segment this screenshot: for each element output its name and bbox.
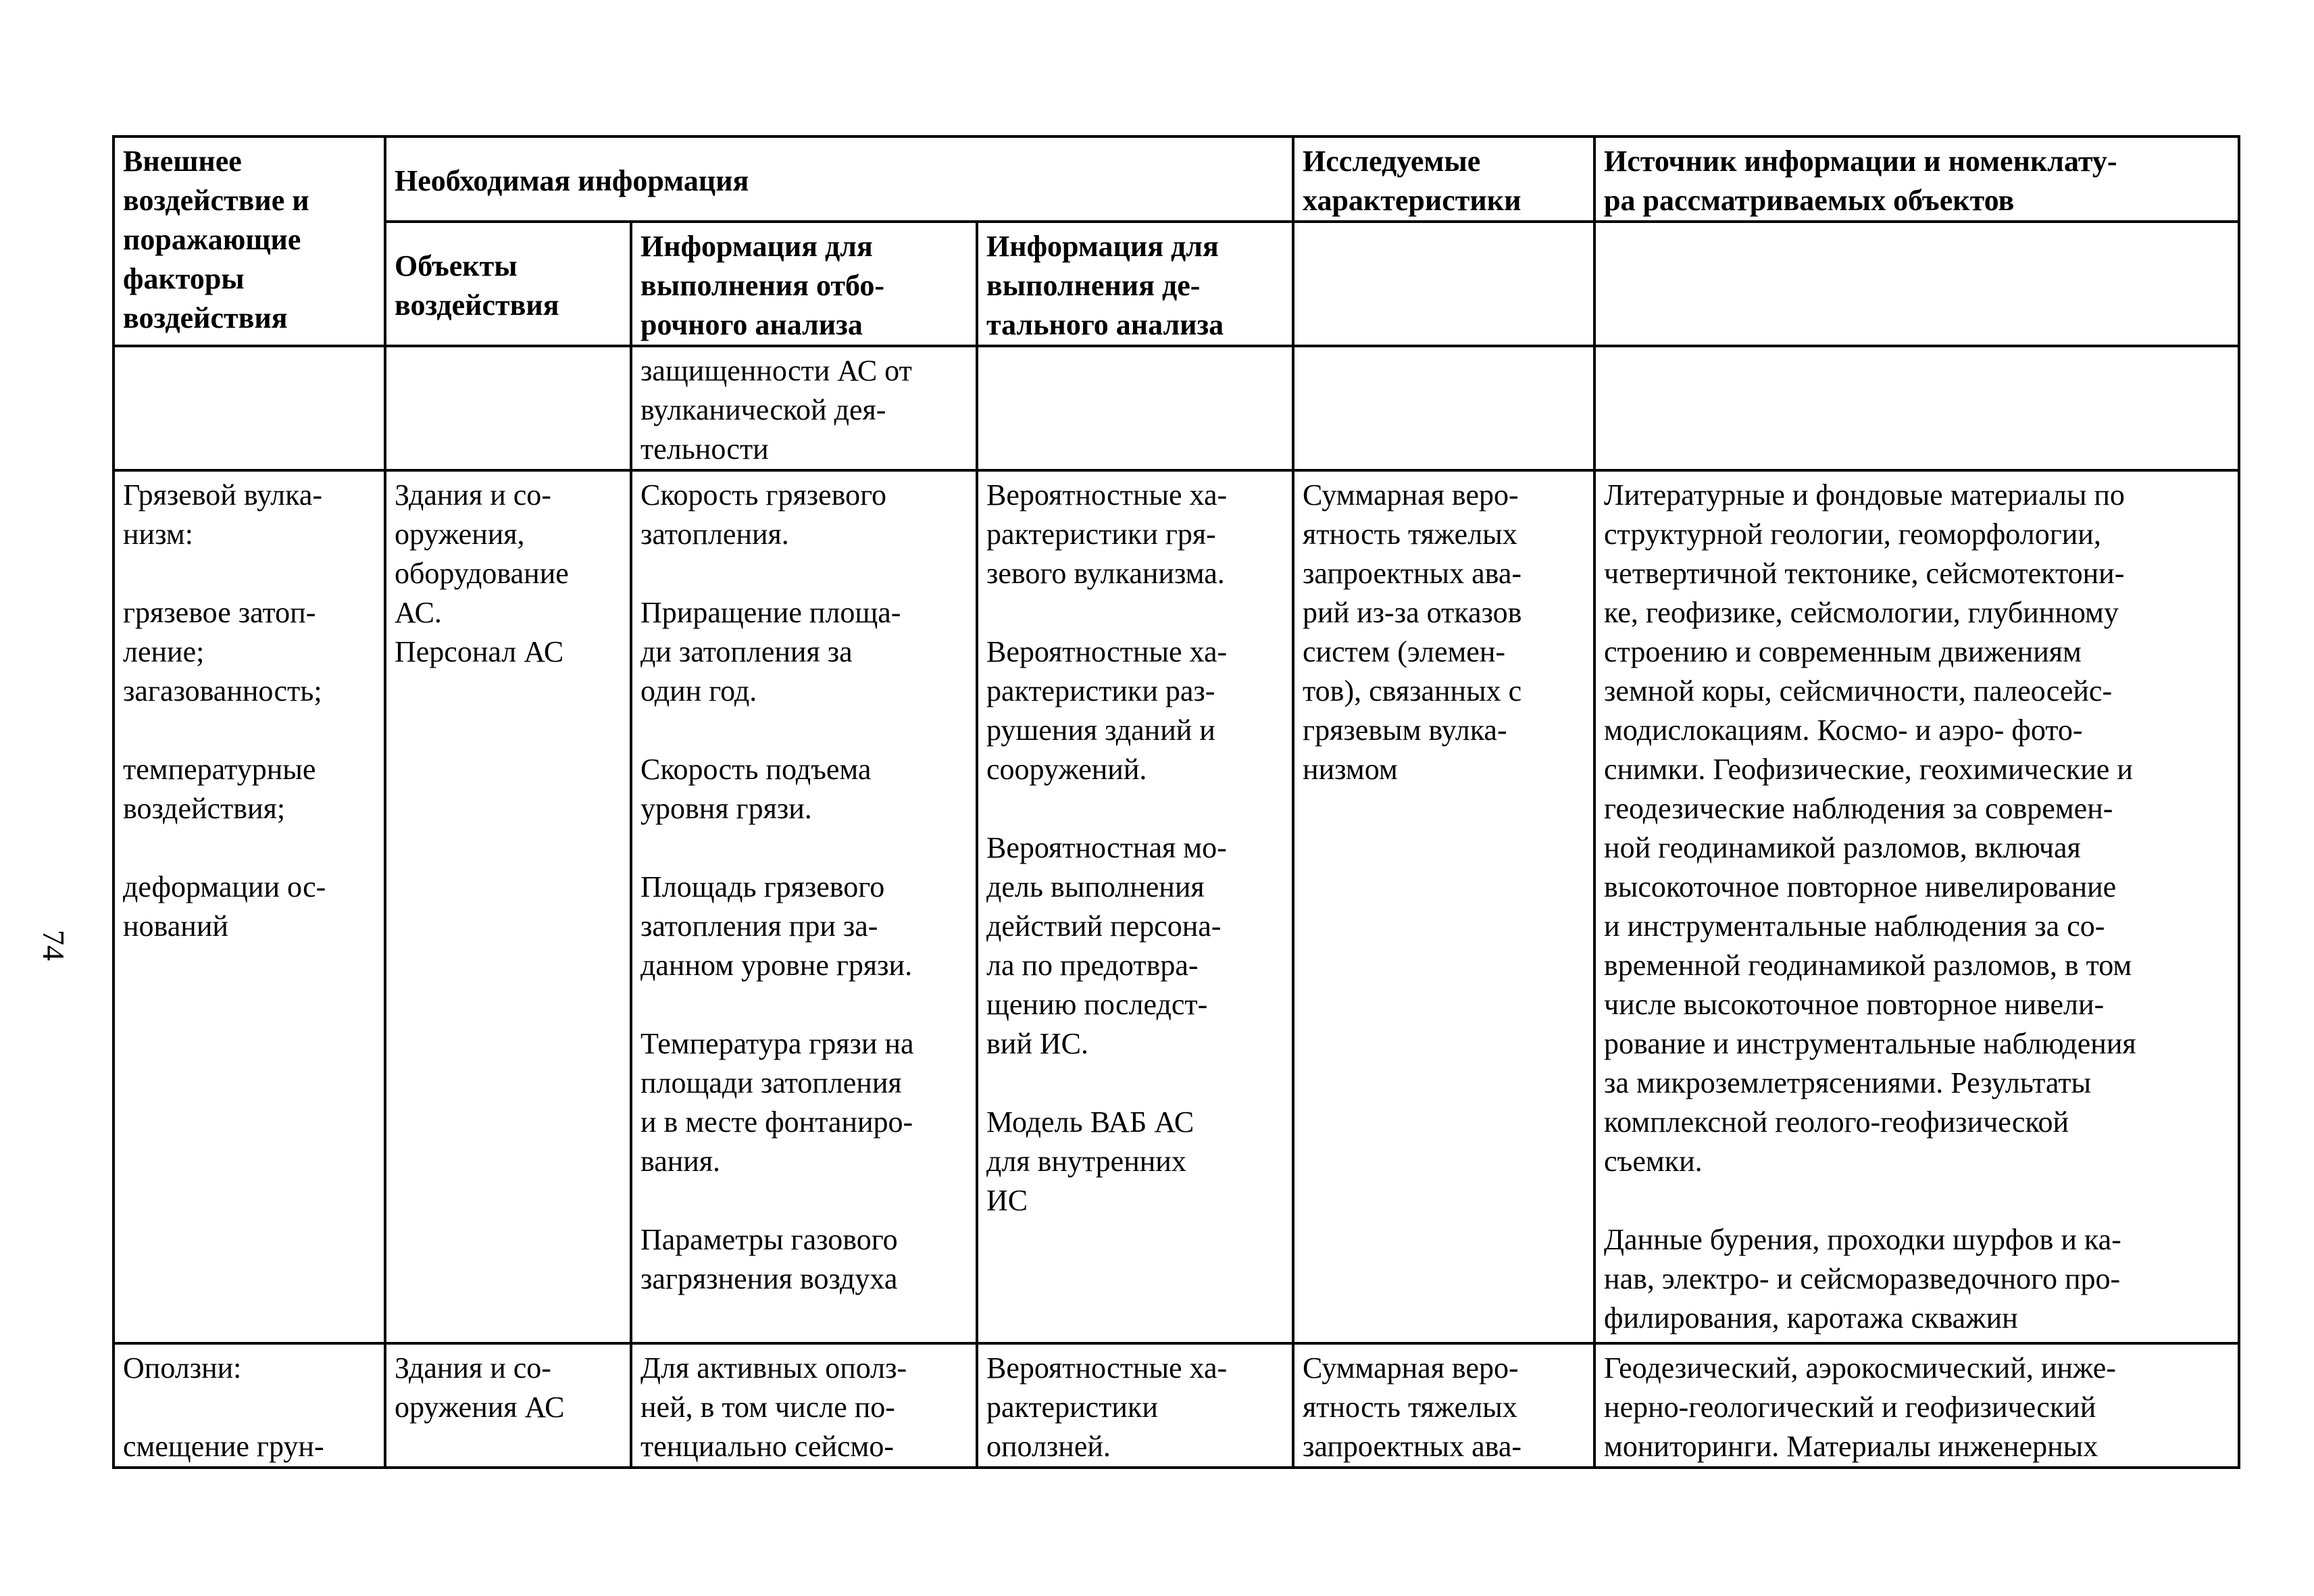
header-info-source: Источник информации и номенклату- ра рассматриваемых объектов — [1594, 136, 2239, 222]
table-cell: Оползни: смещение грун- — [114, 1343, 385, 1468]
page-number: 74 — [36, 930, 71, 961]
header-required-info: Необходимая информация — [385, 136, 1293, 222]
table-cell: Суммарная веро- ятность тяжелых запроектных ава- рий из-за отказов систем (элемен- тов), связанных с грязевым вулка- низмом — [1293, 470, 1594, 1343]
table-cell: Скорость грязевого затопления. Приращение площа- ди затопления за один год. Скорость подъема уровня грязи. Площадь грязевого затопления при за- данном уровне грязи. Температура грязи на площади затопления и в месте фонтаниро- вания. Параметры газового загрязнения воздуха — [631, 470, 977, 1343]
header-external-impact: Внешнее воздействие и поражающие факторы воздействия — [114, 136, 385, 346]
requirements-table — [112, 135, 2240, 1469]
header-row — [114, 136, 2239, 222]
table-cell — [114, 346, 385, 470]
table-cell: Здания и со- оружения АС — [385, 1343, 631, 1468]
table-cell: Грязевой вулка- низм: грязевое затоп- ление; загазованность; температурные воздействия; деформации ос- нований — [114, 470, 385, 1343]
table-cell: Геодезический, аэрокосмический, инже- нерно-геологический и геофизический мониторинги. Материалы инженерных — [1594, 1343, 2239, 1468]
header-screening-analysis: Информация для выполнения отбо- рочного анализа — [631, 222, 977, 346]
table-row — [114, 470, 2239, 1343]
table-cell: Вероятностные ха- рактеристики гря- зевого вулканизма. Вероятностные ха- рактеристики раз- рушения зданий и сооружений. Вероятностная мо- дель выполнения действий персона- ла по предотвра- щению последст- вий ИС. Модель ВАБ АС для внутренних ИС — [977, 470, 1293, 1343]
table-cell: Вероятностные ха- рактеристики оползней. — [977, 1343, 1293, 1468]
table-cell — [385, 346, 631, 470]
header-detailed-analysis: Информация для выполнения де- тального анализа — [977, 222, 1293, 346]
table-cell: Литературные и фондовые материалы по структурной геологии, геоморфологии, четвертичной тектонике, сейсмотектони- ке, геофизике, сейсмологии, глубинному строению и современным движениям земной коры, сейсмичности, палеосейс- модислокациям. Космо- и аэро- фото- снимки. Геофизические, геохимические и геодезические наблюдения за современ- ной геодинамикой разломов, включая высокоточное повторное нивелирование и инструментальные наблюдения за со- временной геодинамикой разломов, в том числе высокоточное повторное нивели- рование и инструментальные наблюдения за микроземлетрясениями. Результаты комплексной геолого-геофизической съемки. Данные бурения, проходки шурфов и ка- нав, электро- и сейсморазведочного про- филирования, каротажа скважин — [1594, 470, 2239, 1343]
table-row — [114, 1343, 2239, 1468]
table-cell — [1293, 346, 1594, 470]
table-cell — [977, 346, 1293, 470]
subheader-empty-cell — [1293, 222, 1594, 346]
table-cell — [1594, 346, 2239, 470]
header-studied-characteristics: Исследуемые характеристики — [1293, 136, 1594, 222]
subheader-empty-cell — [1594, 222, 2239, 346]
table-cell: Здания и со- оружения, оборудование АС. Персонал АС — [385, 470, 631, 1343]
header-impact-objects: Объекты воздействия — [385, 222, 631, 346]
table-cell: Суммарная веро- ятность тяжелых запроектных ава- — [1293, 1343, 1594, 1468]
table-cell: Для активных ополз- ней, в том числе по- тенциально сейсмо- — [631, 1343, 977, 1468]
table-row — [114, 346, 2239, 470]
subheader-row — [114, 222, 2239, 346]
table-cell: защищенности АС от вулканической дея- тельности — [631, 346, 977, 470]
